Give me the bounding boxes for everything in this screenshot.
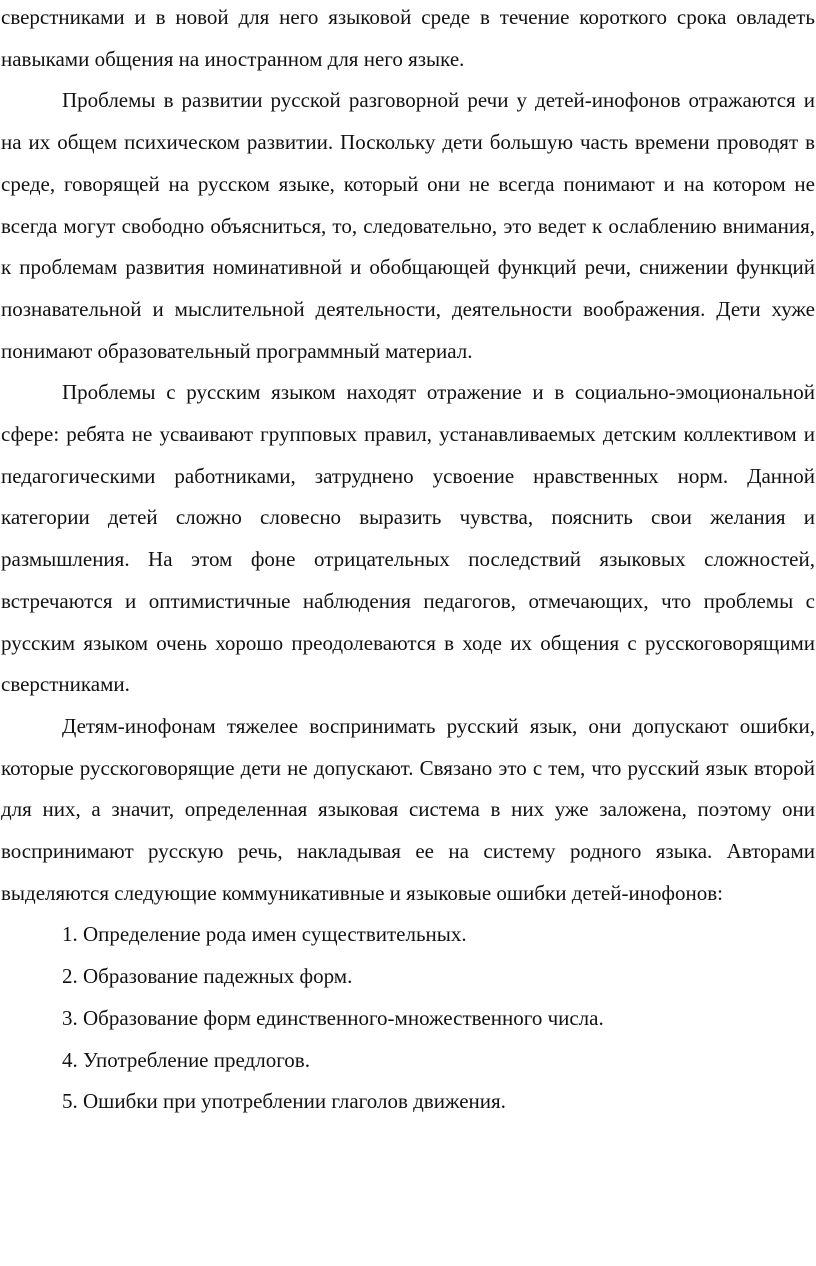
list-item: 4. Употребление предлогов. [62, 1047, 310, 1072]
paragraph-social-emotional: Проблемы с русским языком находят отражение и в социально-эмоциональной сфере: ребята не усваивают групповых правил, устанавливаемых детским коллективом и педагогическими работниками, затруднено усвоение нравственных норм. Данной категории детей сложно словесно выразить чувства, пояснить свои желания и размышления. На этом фоне отрицательных последствий языковых сложностей, встречаются и оптимистичные наблюдения педагогов, отмечающих, что проблемы с русским языком очень хорошо преодолеваются в ходе их общения с русскоговорящими сверстниками. [1, 380, 815, 697]
list-item: 3. Образование форм единственного-множественного числа. [62, 1005, 604, 1030]
paragraph-language-errors: Детям-инофонам тяжелее воспринимать русский язык, они допускают ошибки, которые русскоговорящие дети не допускают. Связано это с тем, что русский язык второй для них, а значит, определенная языковая система в них уже заложена, поэтому они воспринимают русскую речь, накладывая ее на систему родного языка. Авторами выделяются следующие коммуникативные и языковые ошибки детей-инофонов: [1, 713, 815, 905]
list-item: 2. Образование падежных форм. [62, 964, 353, 989]
paragraph-continuation: сверстниками и в новой для него языковой среде в течение короткого срока овладеть навыками общения на иностранном для него языке. [1, 5, 815, 71]
list-item: 5. Ошибки при употреблении глаголов движения. [62, 1089, 506, 1114]
error-types-list [1, 914, 815, 1123]
paragraph-psychological-development: Проблемы в развитии русской разговорной речи у детей-инофонов отражаются и на их общем психическом развитии. Поскольку дети большую часть времени проводят в среде, говорящей на русском языке, который они не всегда понимают и на котором не всегда могут свободно объясниться, то, следовательно, это ведет к ослаблению внимания, к проблемам развития номинативной и обобщающей функций речи, снижении функций познавательной и мыслительной деятельности, деятельности воображения. Дети хуже понимают образовательный программный материал. [1, 88, 815, 363]
list-item: 1. Определение рода имен существительных. [62, 922, 467, 947]
